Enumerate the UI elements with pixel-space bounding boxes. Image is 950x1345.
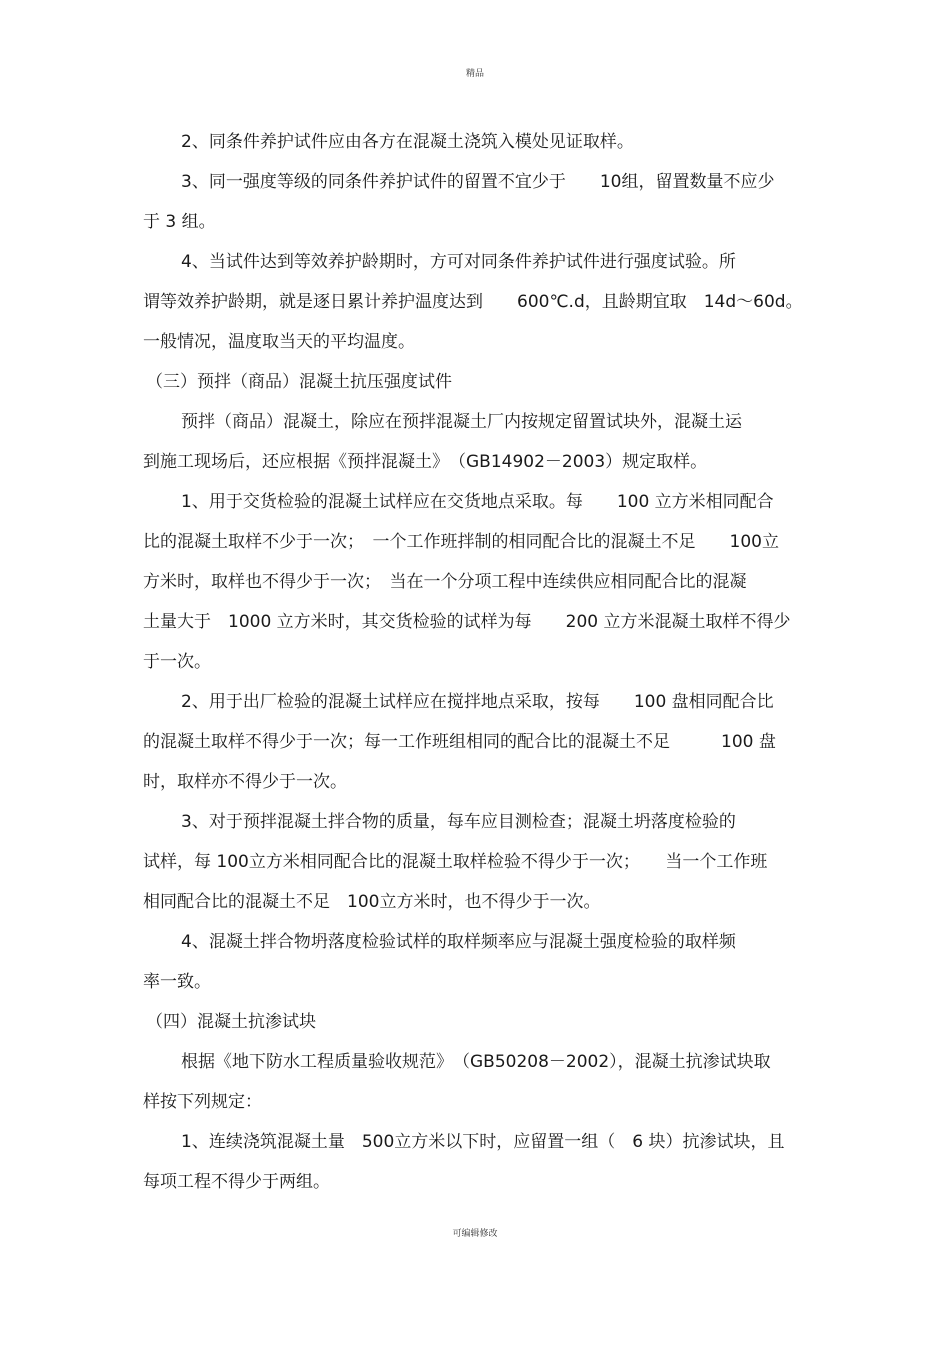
paragraph-line: 4、混凝土拌合物坍落度检验试样的取样频率应与混凝土强度检验的取样频: [181, 932, 736, 952]
paragraph-line: 于 3 组。: [143, 212, 216, 232]
paragraph-line: 4、当试件达到等效养护龄期时，方可对同条件养护试件进行强度试验。所: [181, 252, 736, 272]
paragraph-line: 2、同条件养护试件应由各方在混凝土浇筑入模处见证取样。: [181, 132, 634, 152]
paragraph-line: 根据《地下防水工程质量验收规范》 （GB50208－2002），混凝土抗渗试块取: [181, 1052, 771, 1072]
paragraph-line: 1、连续浇筑混凝土量 500立方米以下时，应留置一组（ 6 块）抗渗试块，且: [181, 1132, 785, 1152]
paragraph-line: 土量大于 1000 立方米时，其交货检验的试样为每 200 立方米混凝土取样不得少: [143, 612, 791, 632]
page-header: 精品: [465, 69, 484, 79]
paragraph-line: 3、对于预拌混凝土拌合物的质量，每车应目测检查；混凝土坍落度检验的: [181, 812, 736, 832]
paragraph-line: 相同配合比的混凝土不足 100立方米时，也不得少于一次。: [143, 892, 601, 912]
paragraph-line: 试样，每 100立方米相同配合比的混凝土取样检验不得少于一次； 当一个工作班: [143, 852, 768, 872]
paragraph-line: 率一致。: [143, 972, 211, 992]
paragraph-line: 样按下列规定：: [143, 1092, 262, 1112]
paragraph-line: 2、用于出厂检验的混凝土试样应在搅拌地点采取，按每 100 盘相同配合比: [181, 692, 774, 712]
section-heading: （三）预拌（商品）混凝土抗压强度试件: [146, 372, 452, 392]
paragraph-line: 到施工现场后，还应根据《预拌混凝土》 （GB14902－2003）规定取样。: [143, 452, 708, 472]
paragraph-line: 预拌（商品）混凝土，除应在预拌混凝土厂内按规定留置试块外，混凝土运: [181, 412, 742, 432]
paragraph-line: 于一次。: [143, 652, 211, 672]
paragraph-line: 方米时，取样也不得少于一次； 当在一个分项工程中连续供应相同配合比的混凝: [143, 572, 747, 592]
paragraph-line: 谓等效养护龄期，就是逐日累计养护温度达到 600℃.d，且龄期宜取 14d～60d。: [143, 292, 803, 312]
paragraph-line: 的混凝土取样不得少于一次；每一工作班组相同的配合比的混凝土不足 100 盘: [143, 732, 776, 752]
paragraph-line: 一般情况，温度取当天的平均温度。: [143, 332, 415, 352]
paragraph-line: 每项工程不得少于两组。: [143, 1172, 330, 1192]
paragraph-line: 比的混凝土取样不少于一次； 一个工作班拌制的相同配合比的混凝土不足 100立: [143, 532, 779, 552]
section-heading: （四）混凝土抗渗试块: [146, 1012, 316, 1032]
paragraph-line: 1、用于交货检验的混凝土试样应在交货地点采取。每 100 立方米相同配合: [181, 492, 774, 512]
paragraph-line: 3、同一强度等级的同条件养护试件的留置不宜少于 10组，留置数量不应少: [181, 172, 775, 192]
page-footer: 可编辑修改: [452, 1229, 498, 1239]
paragraph-line: 时，取样亦不得少于一次。: [143, 772, 347, 792]
